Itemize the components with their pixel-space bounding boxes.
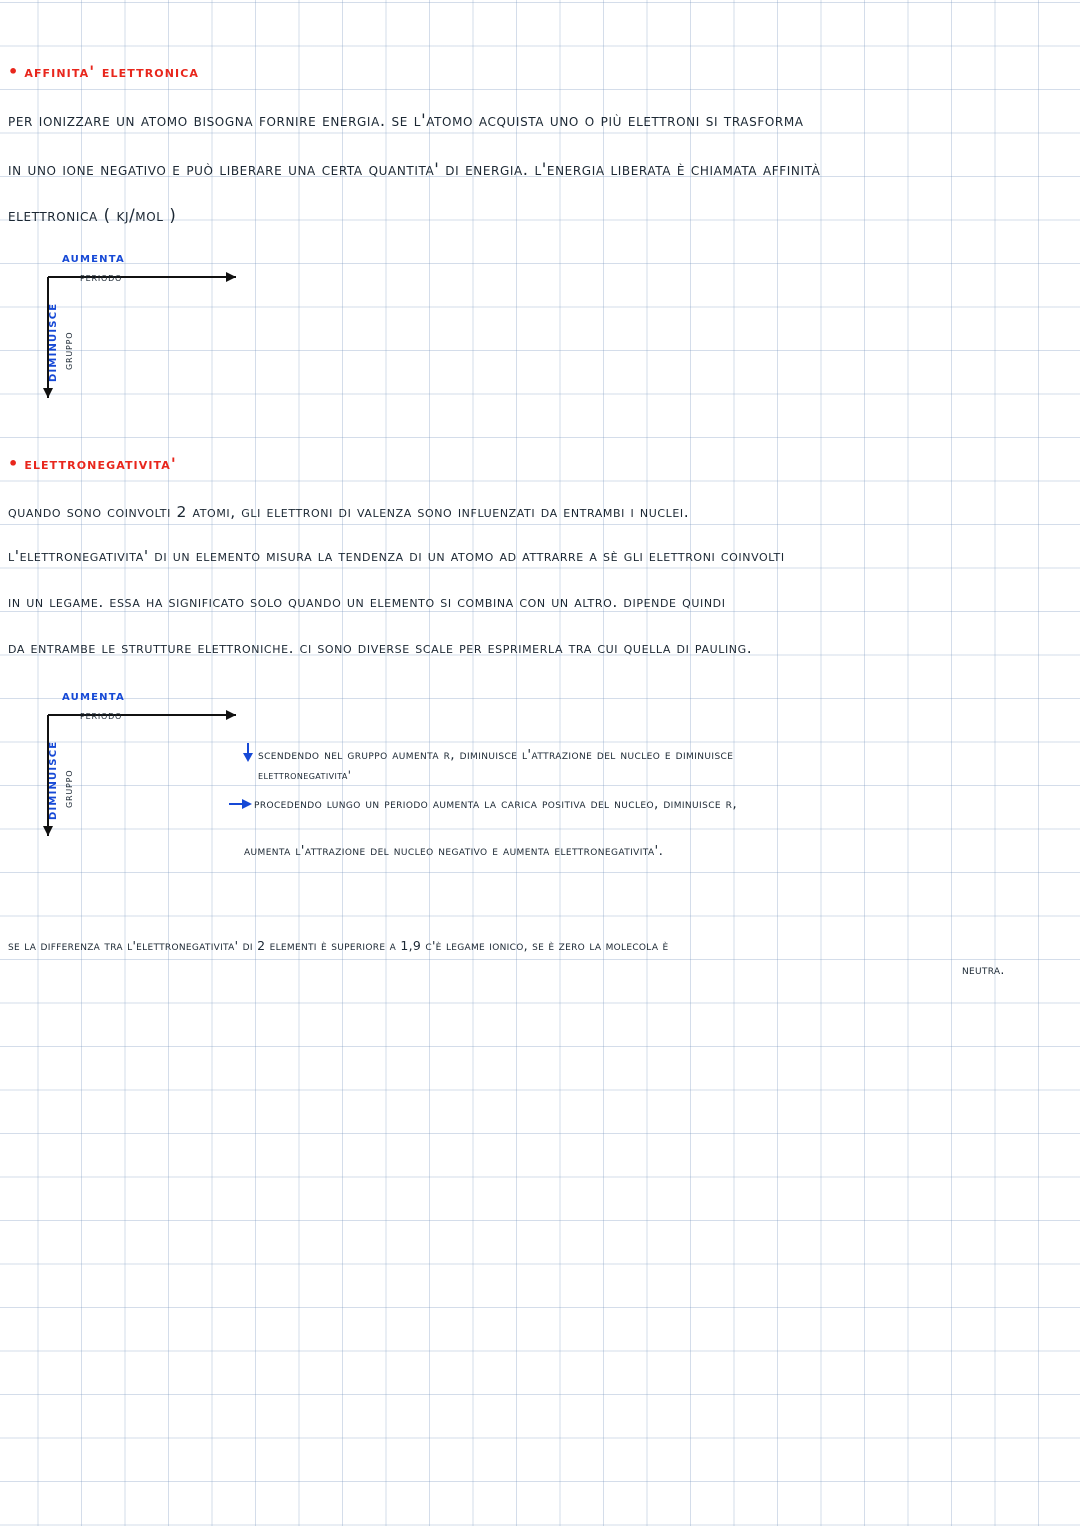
- trend-diagram-elettronegativita: [40, 688, 260, 848]
- axes-arrows-icon: [40, 688, 260, 848]
- trend-diagram-affinita: [40, 250, 260, 410]
- paragraph-line: in un legame. essa ha significato solo quando un elemento si combina con un altro. dipende quindi: [8, 593, 726, 611]
- section-heading-affinita: [8, 62, 199, 81]
- right-arrow-icon: [228, 796, 254, 816]
- axis-label-vertical: diminuisce: [44, 302, 60, 382]
- bullet-icon: •: [8, 62, 20, 81]
- axis-label-vertical: diminuisce: [44, 740, 60, 820]
- down-arrow-icon: [240, 742, 256, 768]
- annotation-line: aumenta l'attrazione del nucleo negativo e aumenta elettronegativita'.: [244, 843, 664, 859]
- paragraph-line: quando sono coinvolti 2 atomi, gli elettroni di valenza sono influenzati da entrambi i nuclei.: [8, 503, 690, 521]
- axis-label-horizontal: aumenta: [62, 688, 125, 704]
- paragraph-line: in uno ione negativo e può liberare una certa quantita' di energia. l'energia liberata è chiamata affinità: [8, 160, 821, 179]
- axes-arrows-icon: [40, 250, 260, 410]
- paragraph-line: l'elettronegativita' di un elemento misura la tendenza di un atomo ad attrarre a sè gli elettroni coinvolti: [8, 547, 785, 565]
- annotation-line: elettronegativita': [258, 768, 352, 782]
- axis-sub-vertical: gruppo: [62, 769, 75, 808]
- paragraph-line: per ionizzare un atomo bisogna fornire energia. se l'atomo acquista uno o più elettroni si trasforma: [8, 111, 804, 130]
- axis-label-horizontal: aumenta: [62, 250, 125, 266]
- section-heading-elettronegativita: [8, 454, 177, 473]
- footer-note-line: se la differenza tra l'elettronegativita' di 2 elementi è superiore a 1,9 c'è legame ionico, se è zero la molecola è: [8, 938, 669, 953]
- section-title-text: elettronegativita': [24, 454, 177, 473]
- paragraph-line: elettronica ( kj/mol ): [8, 206, 177, 225]
- axis-sub-horizontal: periodo: [80, 709, 123, 722]
- axis-sub-horizontal: periodo: [80, 271, 123, 284]
- bullet-icon: •: [8, 454, 20, 473]
- annotation-line: scendendo nel gruppo aumenta r, diminuisce l'attrazione del nucleo e diminuisce: [258, 747, 734, 763]
- footer-note-line: neutra.: [962, 962, 1005, 977]
- paragraph-line: da entrambe le strutture elettroniche. ci sono diverse scale per esprimerla tra cui quella di pauling.: [8, 639, 753, 657]
- axis-sub-vertical: gruppo: [62, 331, 75, 370]
- section-title-text: affinita' elettronica: [24, 62, 199, 81]
- annotation-line: procedendo lungo un periodo aumenta la carica positiva del nucleo, diminuisce r,: [254, 796, 738, 812]
